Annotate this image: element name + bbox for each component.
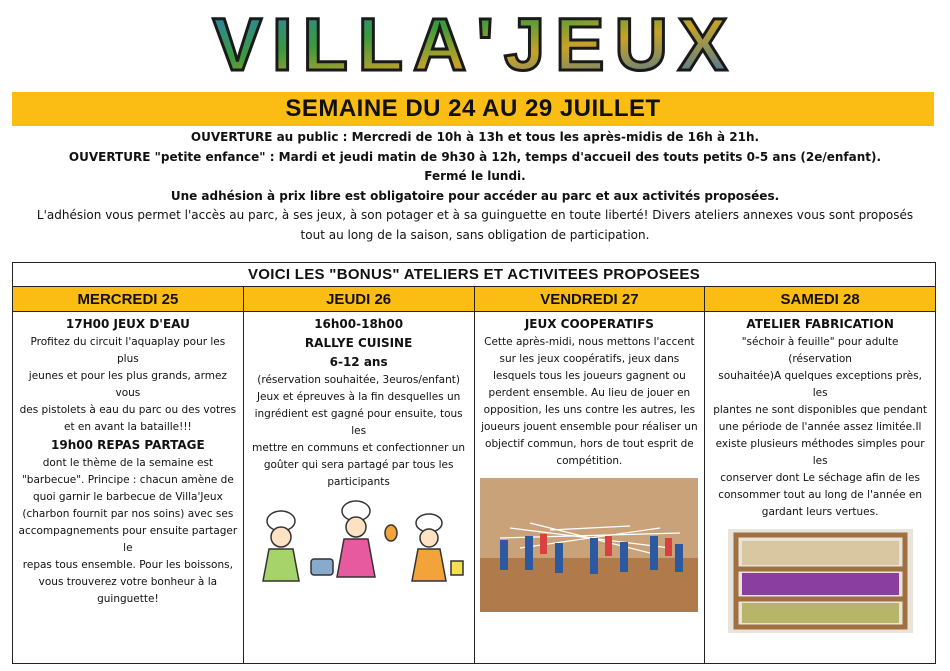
activities-title: VOICI LES "BONUS" ATELIERS ET ACTIVITEES PROPOSEES <box>13 263 935 287</box>
logo-text: VILLA'JEUX <box>212 3 738 86</box>
activity-age: 6-12 ans <box>329 355 388 369</box>
column-vendredi <box>475 287 706 664</box>
column-samedi <box>705 287 935 664</box>
week-title: SEMAINE DU 24 AU 29 JUILLET <box>285 95 661 122</box>
activity-description: (réservation souhaitée, 3euros/enfant) Jeux et épreuves à la fin desquelles un ingrédient est gagné pour ensuite, tous les mettre en communs et confectionner un goûter qui sera partagé par tous les participants <box>252 374 466 488</box>
activity-heading: 17H00 JEUX D'EAU <box>65 317 190 331</box>
closed-day: Fermé le lundi. <box>424 169 526 183</box>
opening-early-childhood: OUVERTURE "petite enfance" : Mardi et jeudi matin de 9h30 à 12h, temps d'accueil des touts petits 0-5 ans (2e/enfant). <box>68 149 882 164</box>
membership-details-2: tout au long de la saison, sans obligation de participation. <box>300 227 650 242</box>
activity-description: Cette après-midi, nous mettons l'accent sur les jeux coopératifs, jeux dans lesquels tous les joueurs gagnent ou perdent ensemble. Au lieu de jouer en opposition, les uns contre les autres, les joueurs jouent ensemble pour réaliser un objectif commun, hors de tout esprit de compétition. <box>481 336 698 467</box>
column-jeudi <box>244 287 475 664</box>
activities-table <box>12 262 936 664</box>
day-header-samedi: SAMEDI 28 <box>705 287 935 312</box>
activity-heading: ATELIER FABRICATION <box>746 317 894 331</box>
opening-public: OUVERTURE au public : Mercredi de 10h à 13h et tous les après-midis de 16h à 21h. <box>190 130 760 144</box>
column-mercredi <box>13 287 244 664</box>
week-banner <box>12 92 934 126</box>
membership-note: Une adhésion à prix libre est obligatoire pour accéder au parc et aux activités proposées. <box>170 188 780 203</box>
cooperative-game-photo <box>480 478 698 612</box>
activity-description: dont le thème de la semaine est "barbecue". Principe : chacun amène de quoi garnir le barbecue de Villa'Jeux (charbon fournit par nos soins) avec ses accompagnements pour ensuite partager le repas tous ensemble. Pour les boissons, vous trouverez votre bonheur à la guinguette! <box>18 457 238 605</box>
drying-rack-photo <box>728 529 913 633</box>
villa-jeux-logo <box>0 0 950 88</box>
day-header-jeudi: JEUDI 26 <box>244 287 474 312</box>
kids-cooking-illustration <box>251 499 466 599</box>
activity-description: Profitez du circuit l'aquaplay pour les plus jeunes et pour les plus grands, armez vous des pistolets à eau du parc ou des votres et en avant la bataille!!! <box>19 336 237 433</box>
intro-section <box>0 128 950 245</box>
membership-details-1: L'adhésion vous permet l'accès au parc, à ses jeux, à son potager et à sa guinguette en toute liberté! Divers ateliers annexes vous sont proposés <box>36 208 914 222</box>
activity-heading: RALLYE CUISINE <box>304 336 413 350</box>
activity-description: "séchoir à feuille" pour adulte (réservation souhaitée)A quelques exceptions près, les plantes ne sont disponibles que pendant une période de l'année assez limitée.Il existe plusieurs méthodes simples pour les conserver dont Le séchage afin de les consommer tout au long de l'année en gardant leurs vertues. <box>713 336 928 518</box>
activity-heading: 19h00 REPAS PARTAGE <box>51 438 205 452</box>
activity-time: 16h00-18h00 <box>314 317 404 331</box>
day-header-mercredi: MERCREDI 25 <box>13 287 243 312</box>
activity-heading: JEUX COOPERATIFS <box>524 317 654 331</box>
day-header-vendredi: VENDREDI 27 <box>475 287 705 312</box>
